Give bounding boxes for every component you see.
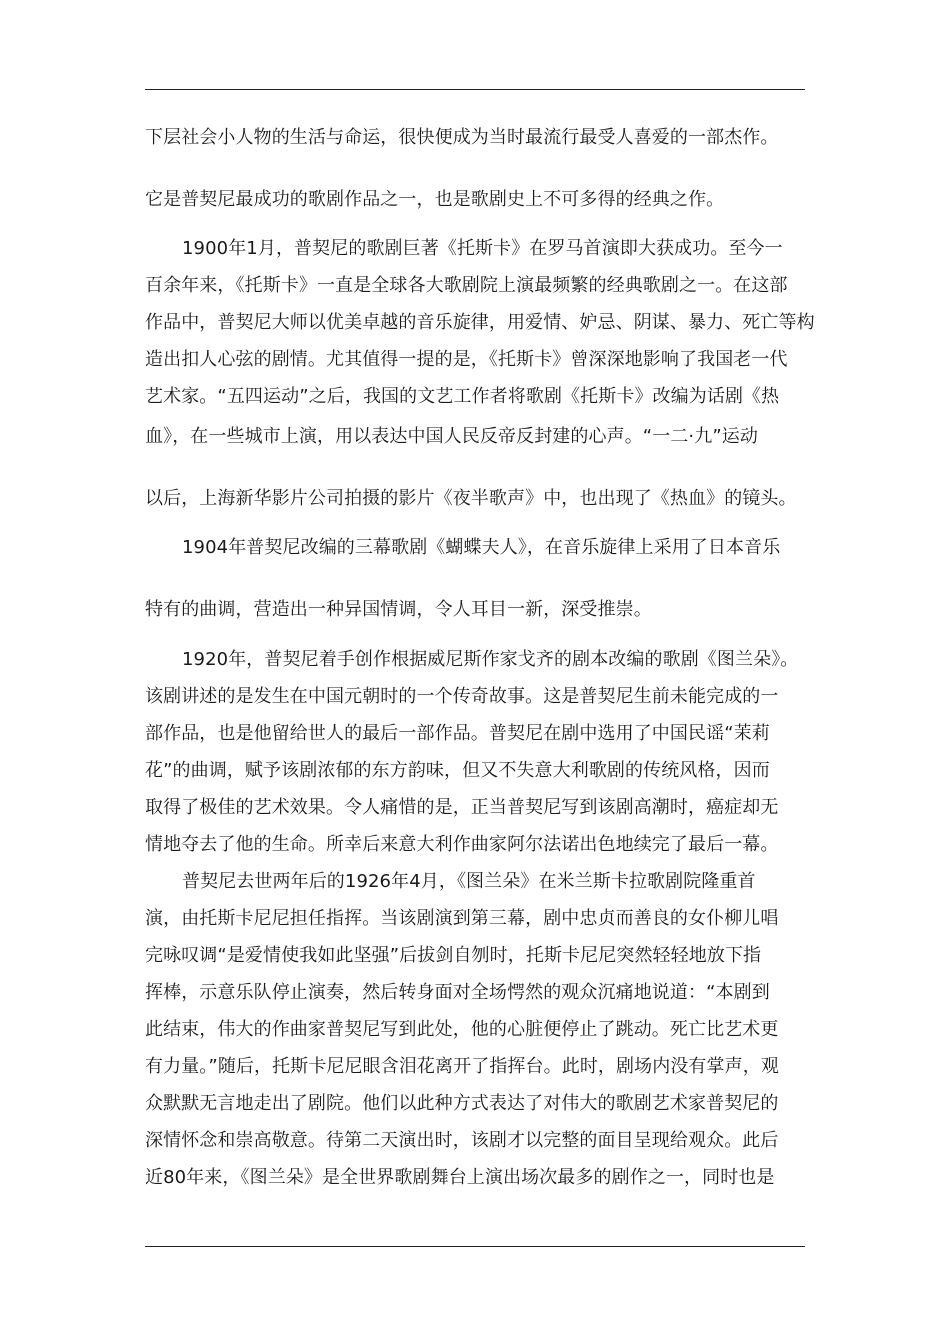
text-line: 此结束，伟大的作曲家普契尼写到此处，他的心脏便停止了跳动。死亡比艺术更 — [145, 1019, 779, 1040]
text-line: 完咏叹调“是爱情使我如此坚强”后拔剑自刎时，托斯卡尼尼突然轻轻地放下指 — [145, 945, 762, 966]
text-line: 它是普契尼最成功的歌剧作品之一，也是歌剧史上不可多得的经典之作。 — [145, 189, 725, 210]
paragraph-first-line: 普契尼去世两年后的1926年4月，《图兰朵》在米兰斯卡拉歌剧院隆重首 — [182, 871, 756, 892]
text-line: 挥棒，示意乐队停止演奏，然后转身面对全场愕然的观众沉痛地说道：“本剧到 — [145, 982, 770, 1003]
text-line: 作品中，普契尼大师以优美卓越的音乐旋律，用爱情、妒忌、阴谋、暴力、死亡等构 — [145, 312, 815, 333]
text-line: 下层社会小人物的生活与命运，很快便成为当时最流行最受人喜爱的一部杰作。 — [145, 127, 779, 148]
text-line: 血》，在一些城市上演，用以表达中国人民反帝反封建的心声。“一二·九”运动 — [145, 426, 758, 447]
text-line: 该剧讲述的是发生在中国元朝时的一个传奇故事。这是普契尼生前未能完成的一 — [145, 686, 779, 707]
text-line: 部作品，也是他留给世人的最后一部作品。普契尼在剧中选用了中国民谣“茉莉 — [145, 723, 770, 744]
text-line: 演，由托斯卡尼尼担任指挥。当该剧演到第三幕，剧中忠贞而善良的女仆柳儿唱 — [145, 908, 779, 929]
header-rule — [145, 89, 805, 90]
text-line: 近80年来，《图兰朵》是全世界歌剧舞台上演出场次最多的剧作之一，同时也是 — [145, 1167, 775, 1188]
paragraph-first-line: 1900年1月，普契尼的歌剧巨著《托斯卡》在罗马首演即大获成功。至今一 — [182, 238, 783, 259]
paragraph-first-line: 1904年普契尼改编的三幕歌剧《蝴蝶夫人》，在音乐旋律上采用了日本音乐 — [182, 537, 781, 558]
text-line: 花”的曲调，赋予该剧浓郁的东方韵味，但又不失意大利歌剧的传统风格，因而 — [145, 760, 770, 781]
text-line: 造出扣人心弦的剧情。尤其值得一提的是，《托斯卡》曾深深地影响了我国老一代 — [145, 349, 788, 370]
text-line: 特有的曲调，营造出一种异国情调，令人耳目一新，深受推崇。 — [145, 599, 652, 620]
text-line: 取得了极佳的艺术效果。令人痛惜的是，正当普契尼写到该剧高潮时，癌症却无 — [145, 797, 779, 818]
text-line: 百余年来，《托斯卡》一直是全球各大歌剧院上演最频繁的经典歌剧之一。在这部 — [145, 275, 788, 296]
text-line: 众默默无言地走出了剧院。他们以此种方式表达了对伟大的歌剧艺术家普契尼的 — [145, 1093, 779, 1114]
text-line: 艺术家。“五四运动”之后，我国的文艺工作者将歌剧《托斯卡》改编为话剧《热 — [145, 386, 780, 407]
footer-rule — [145, 1246, 805, 1247]
text-line: 有力量。”随后，托斯卡尼尼眼含泪花离开了指挥台。此时，剧场内没有掌声，观 — [145, 1056, 779, 1077]
paragraph-first-line: 1920年，普契尼着手创作根据威尼斯作家戈齐的剧本改编的歌剧《图兰朵》。 — [182, 649, 799, 670]
text-line: 深情怀念和崇高敬意。待第二天演出时，该剧才以完整的面目呈现给观众。此后 — [145, 1130, 779, 1151]
text-line: 情地夺去了他的生命。所幸后来意大利作曲家阿尔法诺出色地续完了最后一幕。 — [145, 834, 779, 855]
text-line: 以后，上海新华影片公司拍摄的影片《夜半歌声》中，也出现了《热血》的镜头。 — [145, 488, 797, 509]
